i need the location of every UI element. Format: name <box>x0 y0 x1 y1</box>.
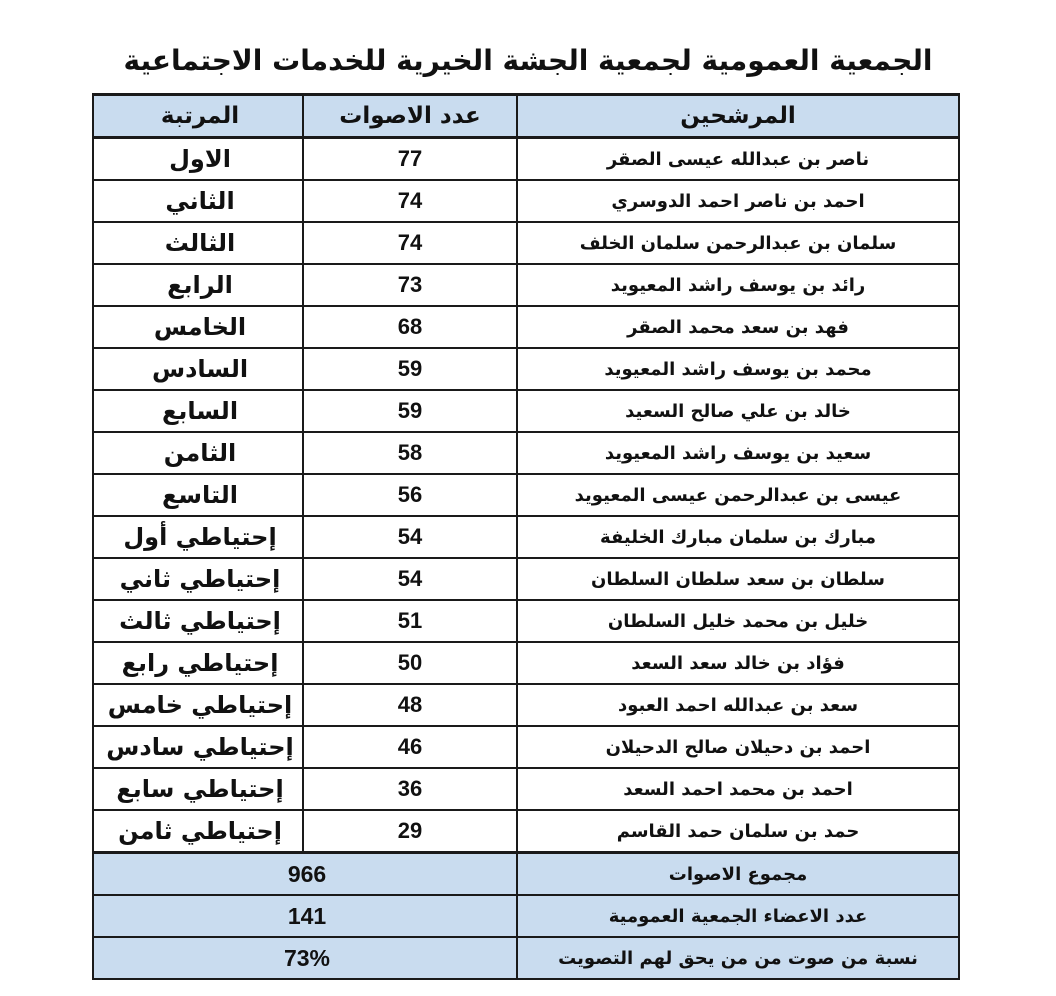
vote-count: 54 <box>304 517 518 557</box>
candidate-name: ناصر بن عبدالله عيسى الصقر <box>606 148 870 170</box>
vote-count: 51 <box>304 601 518 641</box>
candidate-name: رائد بن يوسف راشد المعيويد <box>610 274 866 296</box>
rank-label: السادس <box>98 349 304 389</box>
table-row <box>94 473 958 515</box>
vote-count: 54 <box>304 559 518 599</box>
table-row <box>94 305 958 347</box>
vote-count: 46 <box>304 727 518 767</box>
header-rank: المرتبة <box>98 96 304 136</box>
rank-label: الثامن <box>98 433 304 473</box>
vote-count: 59 <box>304 391 518 431</box>
candidate-name: سلمان بن عبدالرحمن سلمان الخلف <box>579 232 897 254</box>
table-row <box>94 725 958 767</box>
table-row <box>94 767 958 809</box>
rank-label: إحتياطي خامس <box>98 685 304 725</box>
rank-label: الاول <box>98 139 304 179</box>
vote-count: 29 <box>304 811 518 851</box>
table-row <box>94 683 958 725</box>
table-body <box>94 136 958 851</box>
rank-label: الثالث <box>98 223 304 263</box>
candidate-name: عيسى بن عبدالرحمن عيسى المعيويد <box>574 484 902 506</box>
rank-label: إحتياطي ثالث <box>98 601 304 641</box>
vote-count: 77 <box>304 139 518 179</box>
rank-label: إحتياطي ثاني <box>98 559 304 599</box>
summary-value: 141 <box>98 896 518 936</box>
candidate-name: احمد بن دحيلان صالح الدحيلان <box>605 736 871 758</box>
table-row <box>94 179 958 221</box>
summary-label: مجموع الاصوات <box>668 863 808 885</box>
rank-label: السابع <box>98 391 304 431</box>
rank-label: إحتياطي ثامن <box>98 811 304 851</box>
summary-label: نسبة من صوت من من يحق لهم التصويت <box>558 947 918 969</box>
candidate-name: حمد بن سلمان حمد القاسم <box>616 820 860 842</box>
candidate-name: مبارك بن سلمان مبارك الخليفة <box>600 526 876 548</box>
candidate-name: فؤاد بن خالد سعد السعد <box>631 652 845 674</box>
candidate-name: خالد بن علي صالح السعيد <box>625 400 851 422</box>
table-row <box>94 641 958 683</box>
candidate-name: محمد بن يوسف راشد المعيويد <box>604 358 872 380</box>
vote-count: 68 <box>304 307 518 347</box>
summary-value: 73% <box>98 938 518 978</box>
table-row <box>94 515 958 557</box>
table-row <box>94 599 958 641</box>
rank-label: الرابع <box>98 265 304 305</box>
table-row <box>94 557 958 599</box>
page-title: الجمعية العمومية لجمعية الجشة الخيرية للخدمات الاجتماعية <box>123 44 933 77</box>
candidate-name: سعيد بن يوسف راشد المعيويد <box>604 442 872 464</box>
summary-label: عدد الاعضاء الجمعية العمومية <box>608 905 868 927</box>
vote-count: 36 <box>304 769 518 809</box>
table-header-row <box>94 93 958 136</box>
table-row <box>94 809 958 851</box>
rank-label: إحتياطي رابع <box>98 643 304 683</box>
vote-count: 73 <box>304 265 518 305</box>
summary-section <box>94 851 958 978</box>
rank-label: الثاني <box>98 181 304 221</box>
rank-label: إحتياطي أول <box>98 517 304 557</box>
table-row <box>94 347 958 389</box>
results-table <box>92 93 960 980</box>
candidate-name: احمد بن محمد احمد السعد <box>623 778 853 800</box>
candidate-name: سلطان بن سعد سلطان السلطان <box>591 568 885 590</box>
header-candidates: المرشحين <box>680 103 796 129</box>
rank-label: التاسع <box>98 475 304 515</box>
summary-value: 966 <box>98 854 518 894</box>
rank-label: إحتياطي سابع <box>98 769 304 809</box>
table-row <box>94 221 958 263</box>
vote-count: 74 <box>304 223 518 263</box>
table-row <box>94 431 958 473</box>
summary-row <box>94 851 958 894</box>
table-row <box>94 136 958 179</box>
vote-count: 48 <box>304 685 518 725</box>
rank-label: الخامس <box>98 307 304 347</box>
candidate-name: احمد بن ناصر احمد الدوسري <box>611 190 865 212</box>
vote-count: 56 <box>304 475 518 515</box>
summary-row <box>94 894 958 936</box>
table-row <box>94 389 958 431</box>
vote-count: 59 <box>304 349 518 389</box>
vote-count: 58 <box>304 433 518 473</box>
table-row <box>94 263 958 305</box>
vote-count: 50 <box>304 643 518 683</box>
vote-count: 74 <box>304 181 518 221</box>
header-votes: عدد الاصوات <box>304 96 518 136</box>
candidate-name: خليل بن محمد خليل السلطان <box>607 610 869 632</box>
candidate-name: سعد بن عبدالله احمد العبود <box>617 694 859 716</box>
summary-row <box>94 936 958 978</box>
rank-label: إحتياطي سادس <box>98 727 304 767</box>
candidate-name: فهد بن سعد محمد الصقر <box>627 316 849 338</box>
